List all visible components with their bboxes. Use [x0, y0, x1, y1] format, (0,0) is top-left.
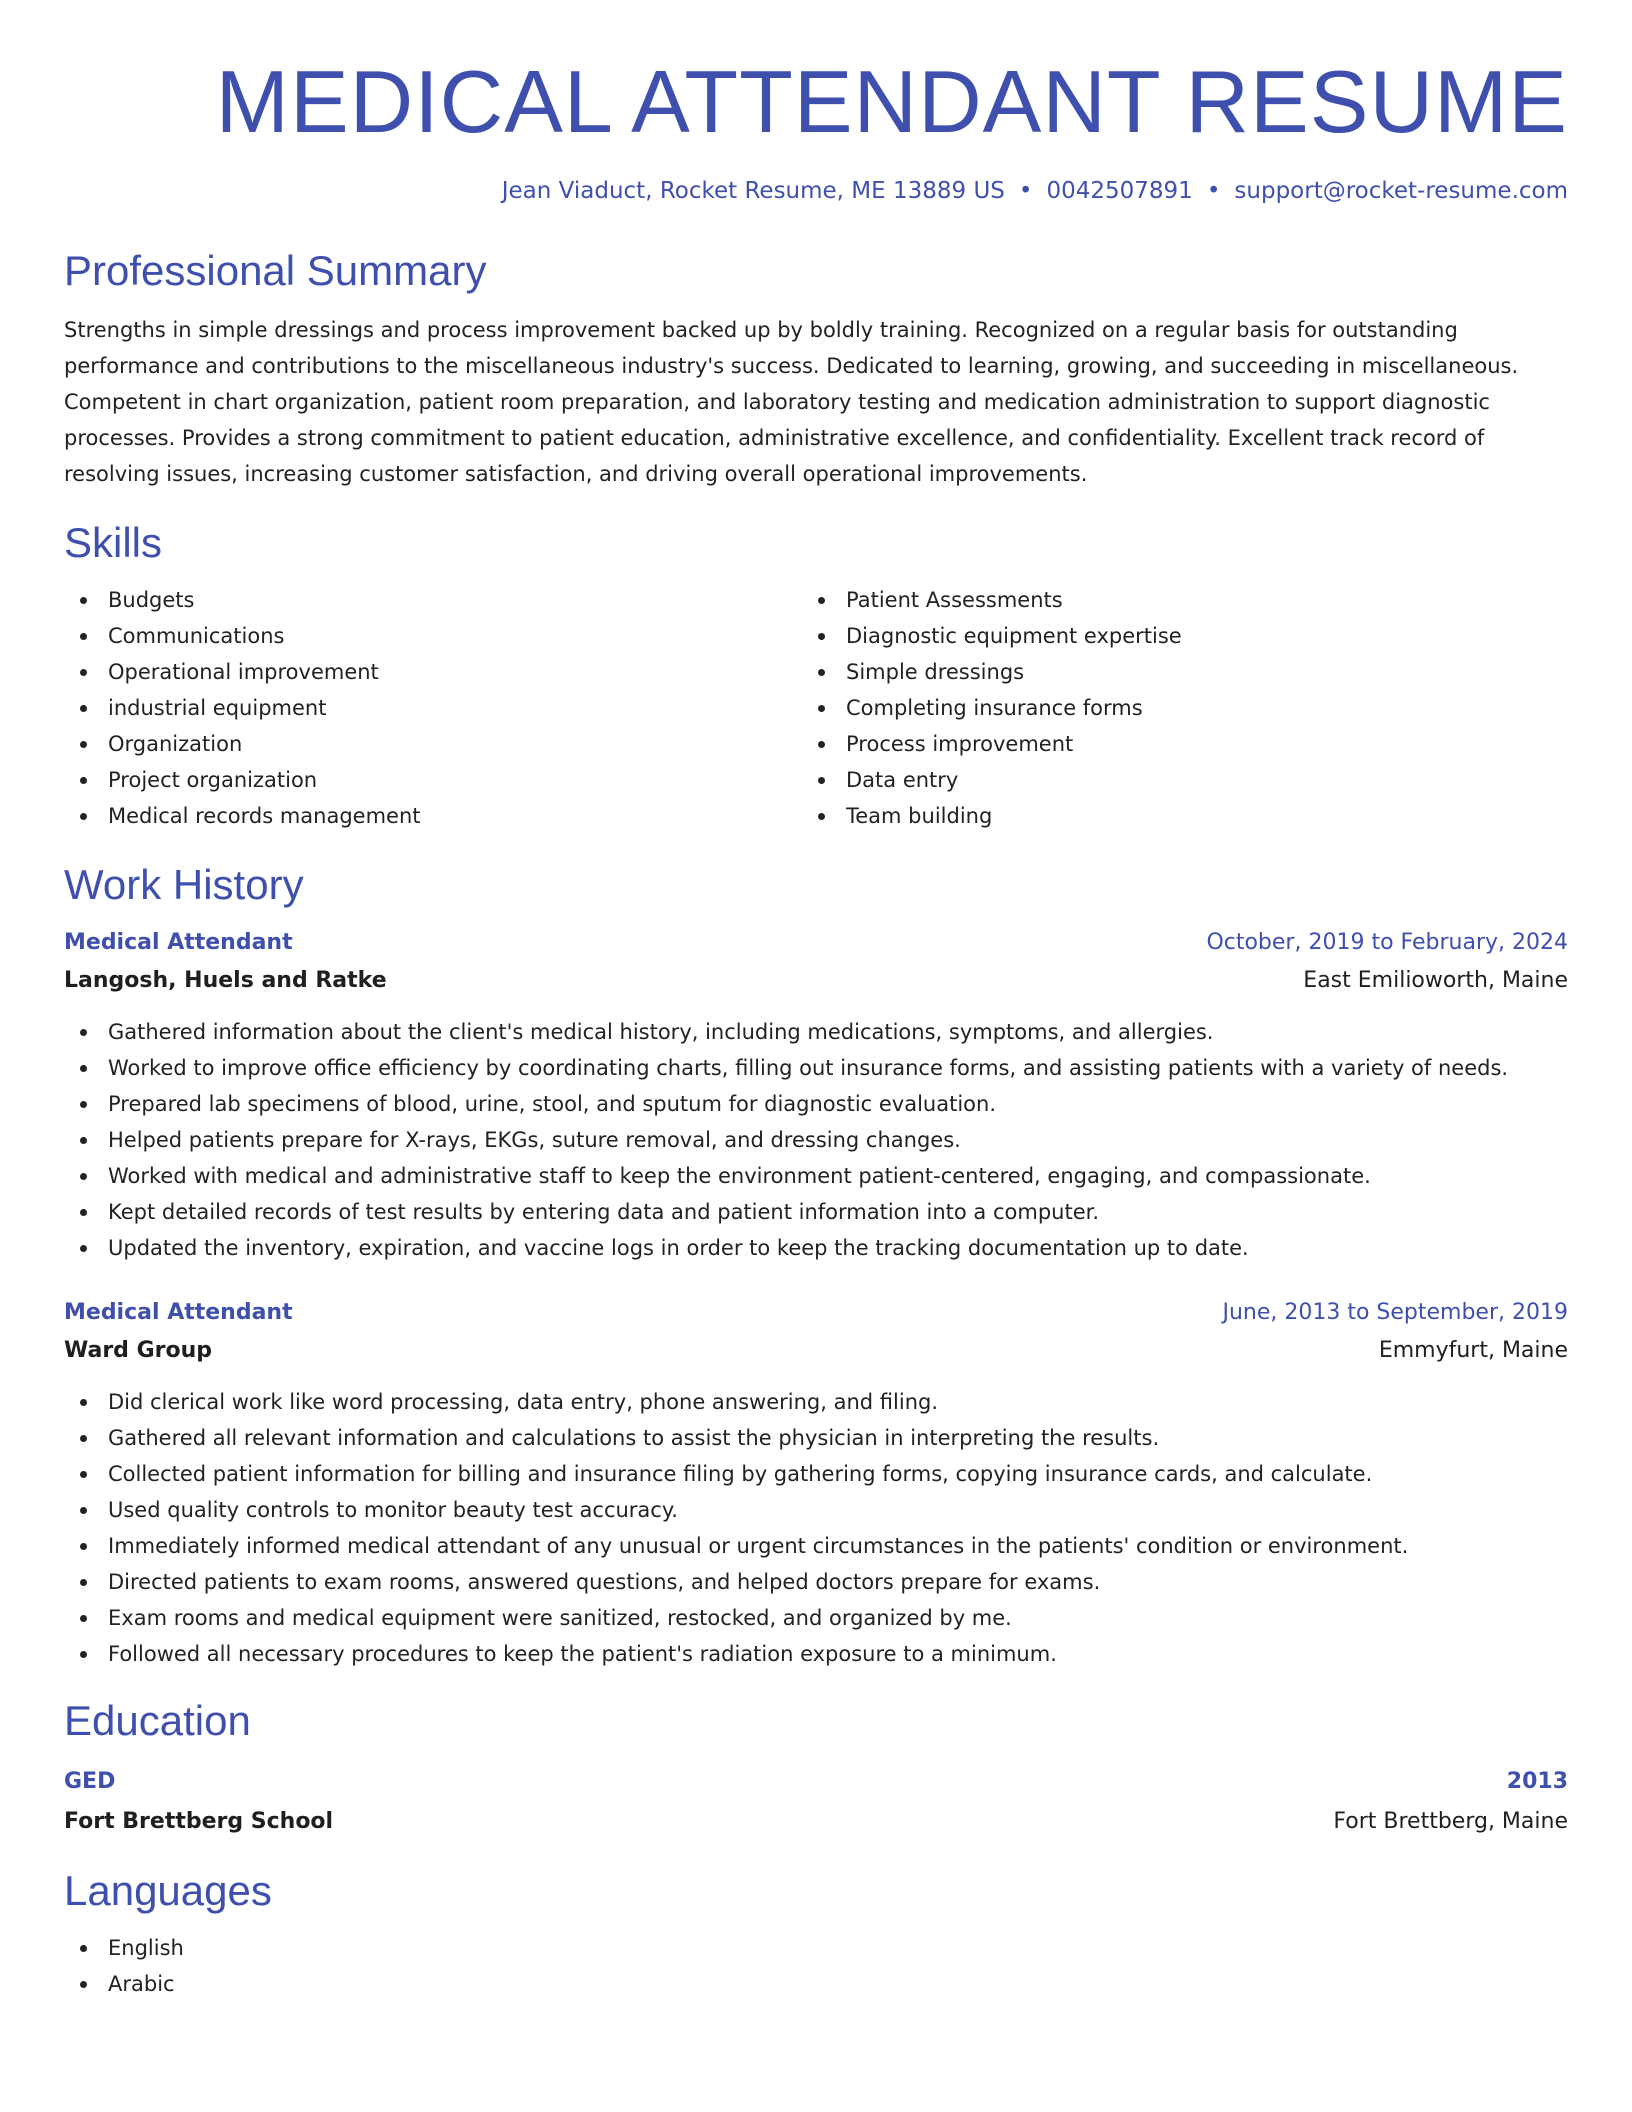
skills-heading: Skills: [64, 519, 163, 566]
job-employer-row: [64, 1332, 1568, 1370]
skill-item: Simple dressings: [802, 654, 1540, 690]
language-item: Arabic: [64, 1966, 1568, 2002]
job-duty: Did clerical work like word processing, data entry, phone answering, and filing.: [64, 1384, 1568, 1420]
job-duty: Used quality controls to monitor beauty test accuracy.: [64, 1492, 1568, 1528]
skill-item: Medical records management: [64, 798, 802, 834]
job-duty: Gathered information about the client's medical history, including medications, symptoms, and allergies.: [64, 1014, 1568, 1050]
job-entry: [64, 1294, 1568, 1672]
job-duty: Gathered all relevant information and calculations to assist the physician in interpreting the results.: [64, 1420, 1568, 1456]
job-duties-list: [64, 1384, 1568, 1672]
summary-text: Strengths in simple dressings and process improvement backed up by boldly training. Recognized on a regular basis for outstanding performance and contributions to the miscellaneous industry's success. Dedicated to learning, growing, and succeeding in miscellaneous. Competent in chart organization, patient room preparation, and laboratory testing and medication administration to support diagnostic processes. Provides a strong commitment to patient education, administrative excellence, and confidentiality. Excellent track record of resolving issues, increasing customer satisfaction, and driving overall operational improvements.: [64, 318, 1519, 486]
skill-item: industrial equipment: [64, 690, 802, 726]
education-header-row: [64, 1762, 1568, 1802]
job-duty: Immediately informed medical attendant of any unusual or urgent circumstances in the patients' condition or environment.: [64, 1528, 1568, 1564]
job-duty: Followed all necessary procedures to keep the patient's radiation exposure to a minimum.: [64, 1636, 1568, 1672]
skills-list-left: [64, 582, 802, 834]
skill-item: Budgets: [64, 582, 802, 618]
contact-address: Jean Viaduct, Rocket Resume, ME 13889 US: [501, 178, 1005, 204]
skill-item: Team building: [802, 798, 1540, 834]
education-section: [64, 1696, 1568, 1842]
skill-item: Process improvement: [802, 726, 1540, 762]
job-duty: Updated the inventory, expiration, and vaccine logs in order to keep the tracking documentation up to date.: [64, 1230, 1568, 1266]
summary-section: [64, 246, 1568, 492]
skill-item: Data entry: [802, 762, 1540, 798]
job-duty: Exam rooms and medical equipment were sanitized, restocked, and organized by me.: [64, 1600, 1568, 1636]
education-school-row: [64, 1802, 1568, 1842]
job-duty: Prepared lab specimens of blood, urine, stool, and sputum for diagnostic evaluation.: [64, 1086, 1568, 1122]
contact-separator: •: [1018, 178, 1033, 204]
skills-list-right: [802, 582, 1540, 834]
languages-list: [64, 1930, 1568, 2002]
job-dates: October, 2019 to February, 2024: [1206, 930, 1568, 955]
contact-phone: 0042507891: [1046, 178, 1193, 204]
skill-item: Operational improvement: [64, 654, 802, 690]
contact-separator: •: [1206, 178, 1221, 204]
education-year: 2013: [1506, 1769, 1568, 1794]
languages-section: [64, 1866, 1568, 2002]
work-history-section: [64, 860, 1568, 1672]
skill-item: Organization: [64, 726, 802, 762]
education-heading: Education: [64, 1697, 251, 1744]
job-duty: Directed patients to exam rooms, answered questions, and helped doctors prepare for exams.: [64, 1564, 1568, 1600]
education-school: Fort Brettberg School: [64, 1809, 334, 1834]
job-company: Langosh, Huels and Ratke: [64, 968, 387, 993]
education-degree: GED: [64, 1769, 116, 1794]
job-duty: Helped patients prepare for X-rays, EKGs, suture removal, and dressing changes.: [64, 1122, 1568, 1158]
job-employer-row: [64, 962, 1568, 1000]
job-duty: Kept detailed records of test results by entering data and patient information into a computer.: [64, 1194, 1568, 1230]
resume-header: [64, 0, 1568, 206]
job-duties-list: [64, 1014, 1568, 1266]
job-duty: Collected patient information for billing and insurance filing by gathering forms, copying insurance cards, and calculate.: [64, 1456, 1568, 1492]
job-title: Medical Attendant: [64, 930, 293, 955]
languages-heading: Languages: [64, 1867, 272, 1914]
job-location: Emmyfurt, Maine: [1378, 1338, 1568, 1363]
skill-item: Project organization: [64, 762, 802, 798]
contact-line: [64, 176, 1568, 206]
job-entry: [64, 924, 1568, 1266]
contact-email[interactable]: support@rocket-resume.com: [1234, 178, 1568, 204]
education-location: Fort Brettberg, Maine: [1333, 1809, 1568, 1834]
skills-columns: [64, 582, 1568, 834]
language-item: English: [64, 1930, 1568, 1966]
education-entry: [64, 1762, 1568, 1842]
job-header-row: [64, 1294, 1568, 1332]
job-title: Medical Attendant: [64, 1300, 293, 1325]
work-history-heading: Work History: [64, 861, 304, 908]
job-dates: June, 2013 to September, 2019: [1222, 1300, 1568, 1325]
skill-item: Communications: [64, 618, 802, 654]
resume-title: MEDICAL ATTENDANT RESUME: [215, 52, 1568, 151]
skill-item: Diagnostic equipment expertise: [802, 618, 1540, 654]
job-location: East Emilioworth, Maine: [1303, 968, 1568, 993]
skill-item: Patient Assessments: [802, 582, 1540, 618]
job-duty: Worked with medical and administrative staff to keep the environment patient-centered, engaging, and compassionate.: [64, 1158, 1568, 1194]
job-duty: Worked to improve office efficiency by coordinating charts, filling out insurance forms, and assisting patients with a variety of needs.: [64, 1050, 1568, 1086]
job-header-row: [64, 924, 1568, 962]
skill-item: Completing insurance forms: [802, 690, 1540, 726]
job-company: Ward Group: [64, 1338, 213, 1363]
summary-heading: Professional Summary: [64, 247, 487, 294]
skills-section: [64, 518, 1568, 834]
